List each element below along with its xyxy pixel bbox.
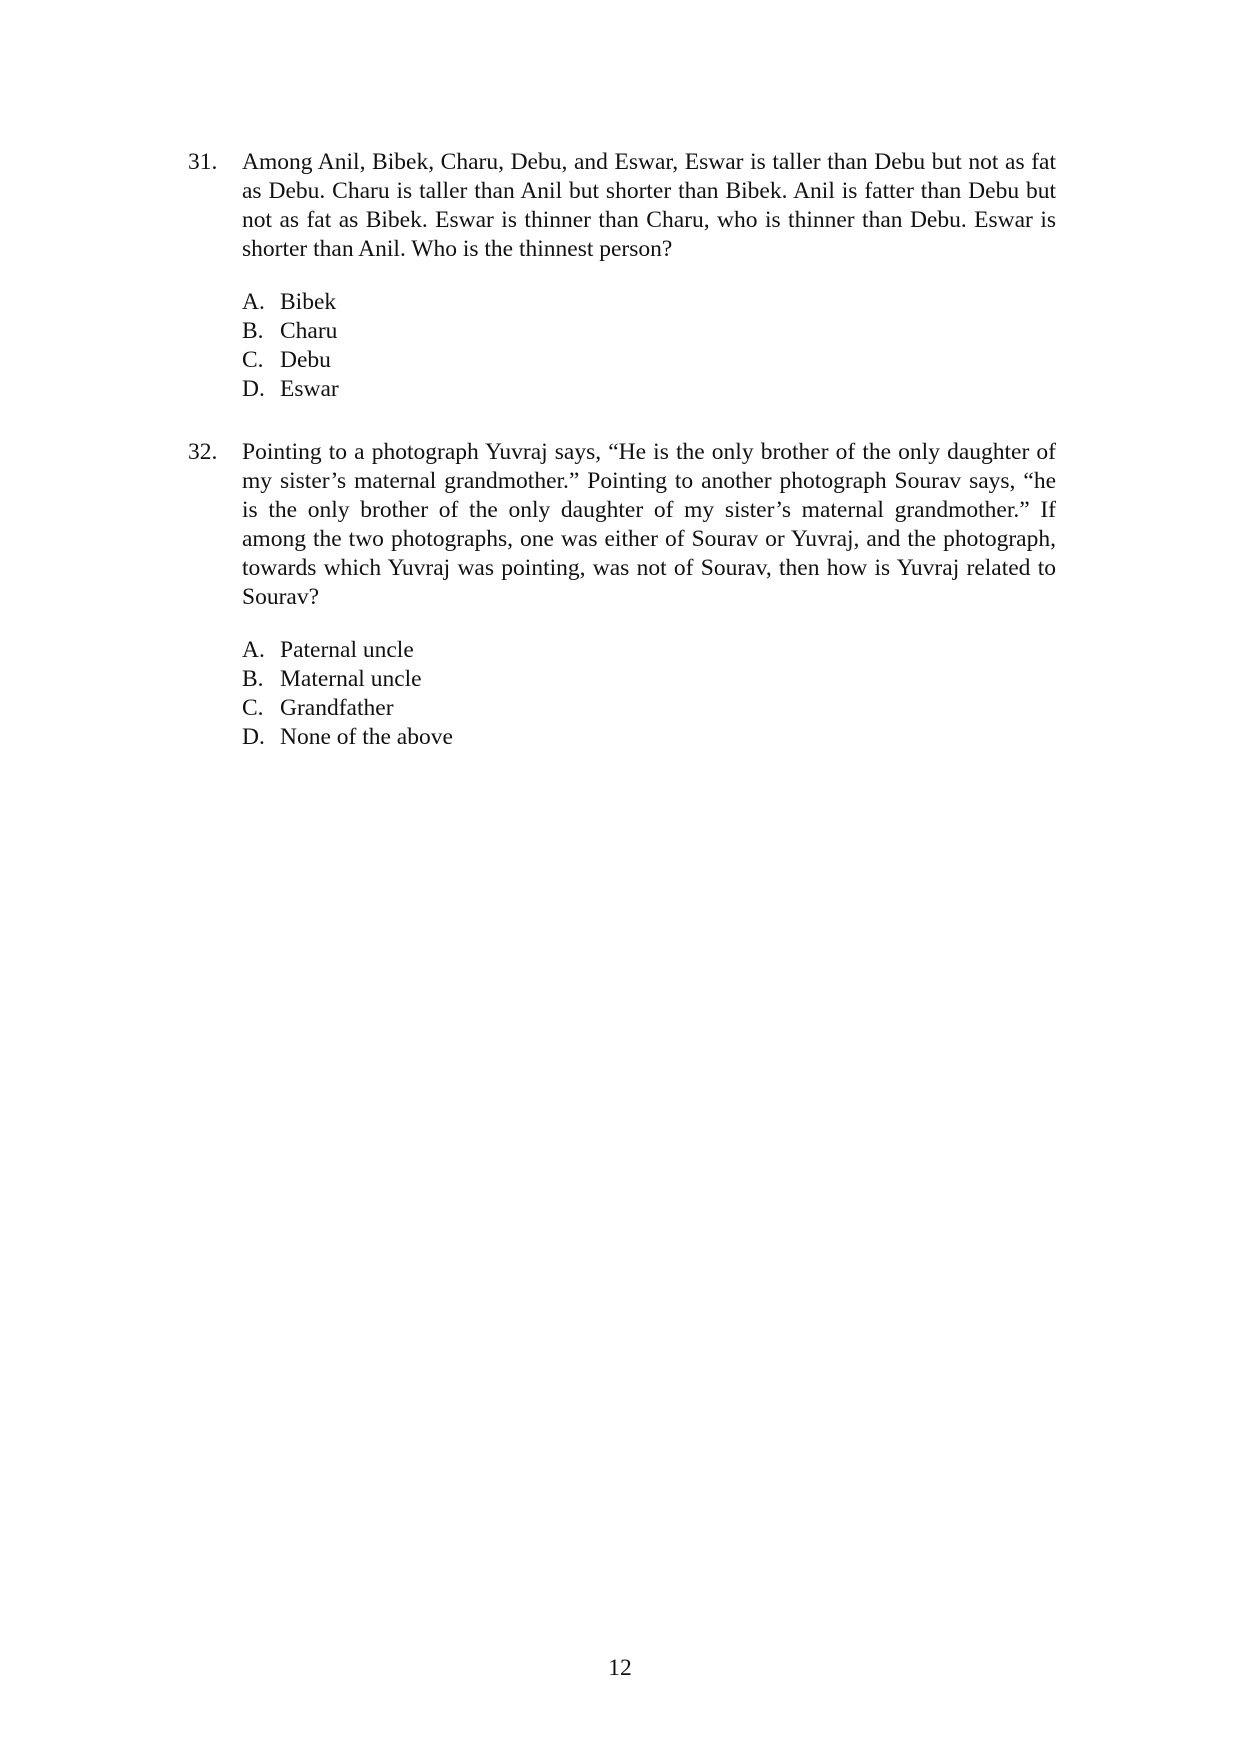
option-text: Paternal uncle	[280, 637, 414, 663]
option-letter: D.	[242, 376, 265, 402]
option-letter: B.	[242, 318, 264, 344]
option-text: Bibek	[280, 289, 337, 315]
answer-option-c[interactable]	[242, 694, 1056, 723]
answer-option-b[interactable]	[242, 665, 1056, 694]
question-number: 32.	[188, 439, 218, 465]
question-32	[188, 438, 1056, 752]
option-letter: C.	[242, 347, 264, 373]
answer-option-d[interactable]	[242, 375, 1056, 404]
answer-option-b[interactable]	[242, 317, 1056, 346]
option-letter: C.	[242, 695, 264, 721]
page-number: 12	[608, 1655, 632, 1681]
option-text: Eswar	[280, 376, 339, 402]
option-letter: B.	[242, 666, 264, 692]
option-text: Charu	[280, 318, 338, 344]
answer-option-a[interactable]	[242, 288, 1056, 317]
question-text: Pointing to a photograph Yuvraj says, “He is the only brother of the only daughter of my sister’s maternal grandmother.” Pointing to another photograph Sourav says, “he is the only brother of the only daughter of my sister’s maternal grandmother.” If among the two photographs, one was either of Sourav or Yuvraj, and the photograph, towards which Yuvraj was pointing, was not of Sourav, then how is Yuvraj related to Sourav?	[242, 439, 1056, 610]
answer-option-d[interactable]	[242, 723, 1056, 752]
option-text: Debu	[280, 347, 331, 373]
option-text: Grandfather	[280, 695, 394, 721]
question-number: 31.	[188, 149, 218, 175]
question-31	[188, 148, 1056, 404]
answer-option-c[interactable]	[242, 346, 1056, 375]
option-text: Maternal uncle	[280, 666, 422, 692]
question-text: Among Anil, Bibek, Charu, Debu, and Eswar, Eswar is taller than Debu but not as fat as Debu. Charu is taller than Anil but shorter than Bibek. Anil is fatter than Debu but not as fat as Bibek. Eswar is thinner than Charu, who is thinner than Debu. Eswar is shorter than Anil. Who is the thinnest person?	[242, 149, 1056, 262]
answer-options	[242, 288, 1056, 404]
option-letter: A.	[242, 289, 265, 315]
answer-options	[242, 636, 1056, 752]
option-letter: A.	[242, 637, 265, 663]
option-text: None of the above	[280, 724, 453, 750]
option-letter: D.	[242, 724, 265, 750]
answer-option-a[interactable]	[242, 636, 1056, 665]
